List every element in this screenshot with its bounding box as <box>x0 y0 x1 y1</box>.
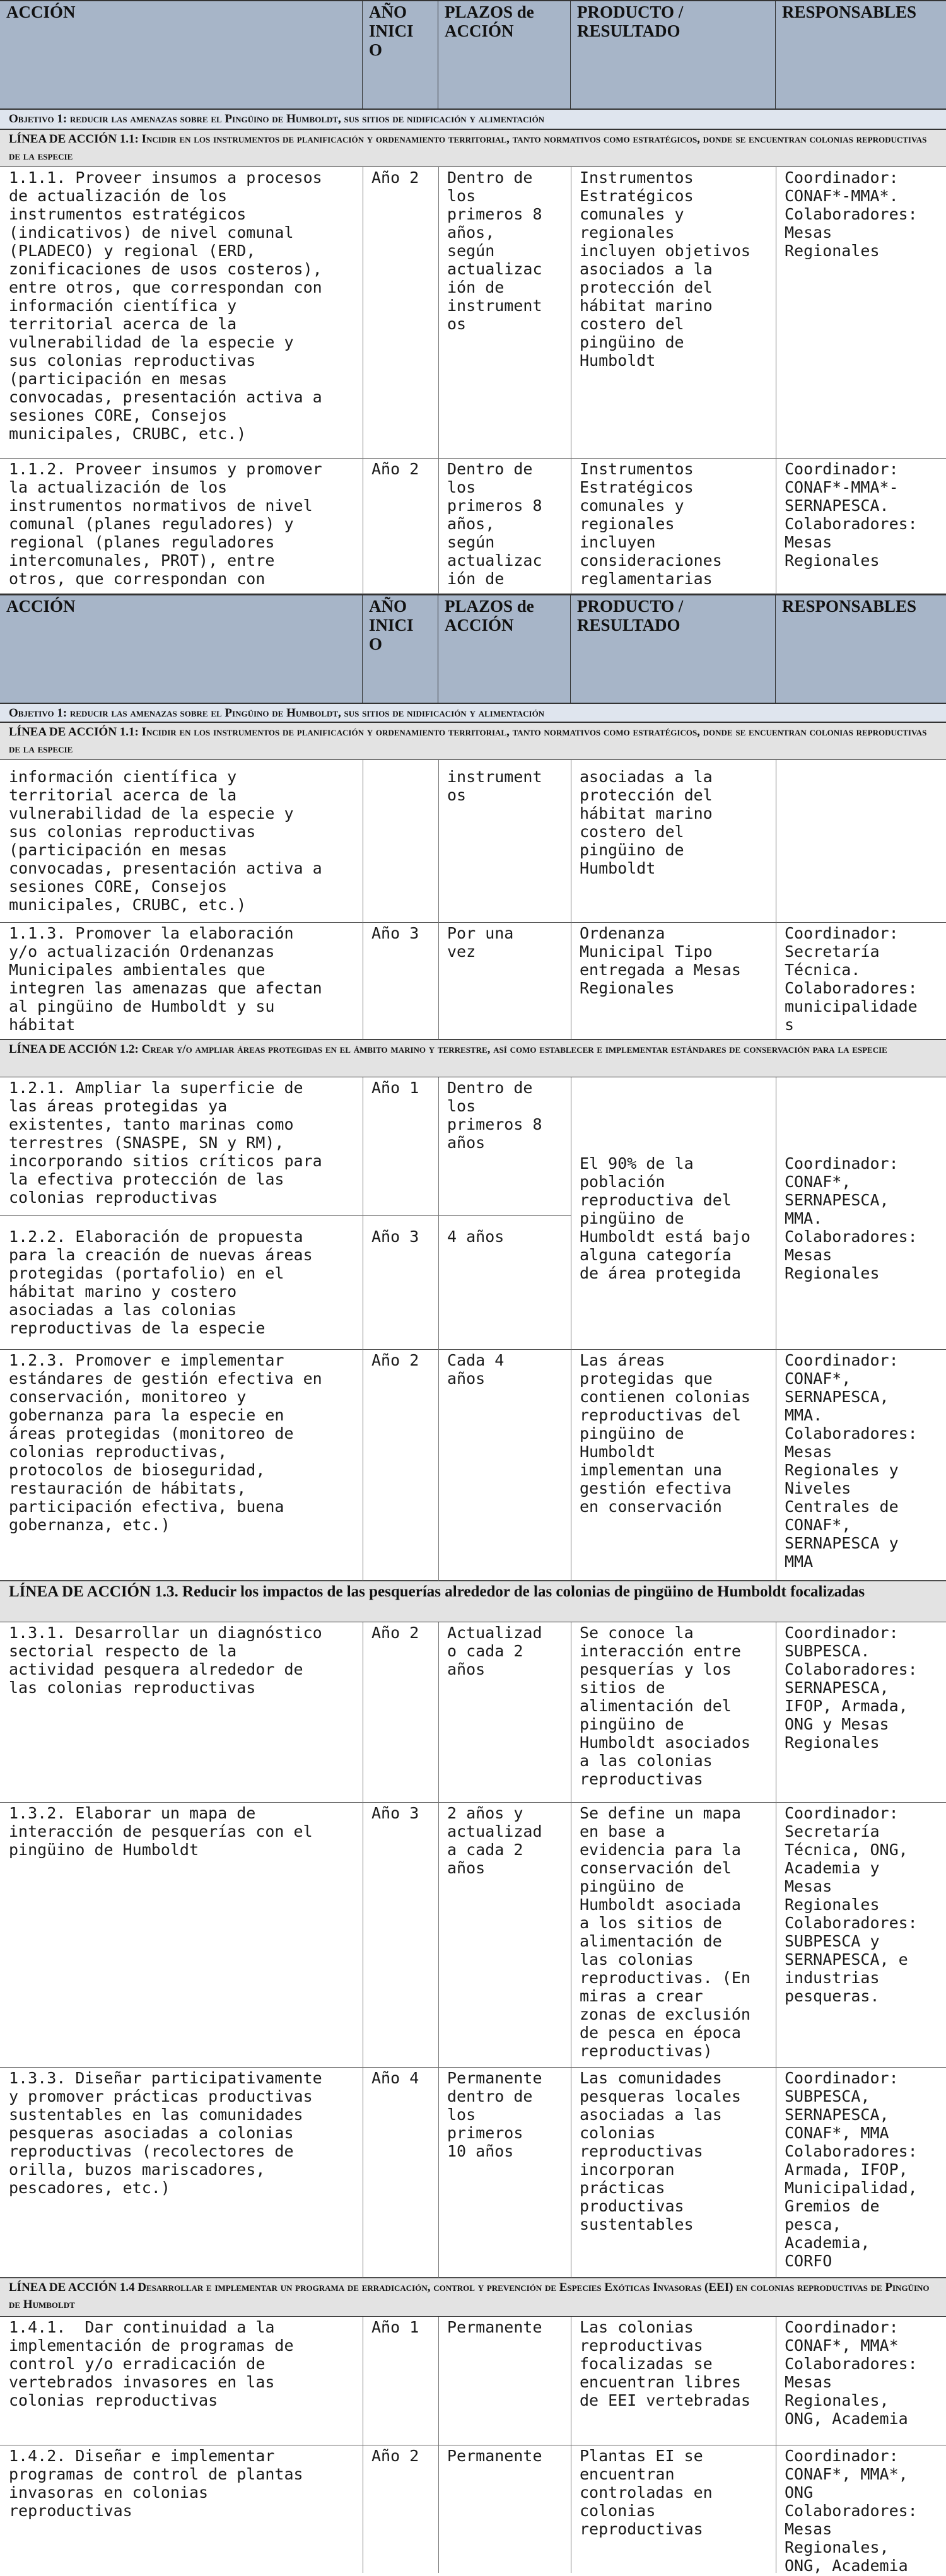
column-divider <box>438 2317 439 2573</box>
objective-1-repeat: Objetivo 1: reducir las amenazas sobre el Pingüino de Humboldt, sus sitios de nidificación y alimentación <box>0 703 946 722</box>
header-anio: AÑO INICI O <box>363 1 438 108</box>
responsables-cell: Coordinador: Secretaría Técnica, ONG, Academia y Mesas Regionales Colaboradores: SUBPESCA y SERNAPESCA, e industrias pesqueras. <box>785 1804 918 2005</box>
responsables-cell: Coordinador: CONAF*-MMA*- SERNAPESCA. Colaboradores: Mesas Regionales <box>785 460 918 570</box>
accion-cell: 1.4.2. Diseñar e implementar programas de control de plantas invasoras en colonias reproductivas <box>9 2447 303 2520</box>
anio-cell: Año 2 <box>371 2447 419 2465</box>
anio-cell: Año 3 <box>371 924 419 942</box>
table-row <box>0 1803 946 2068</box>
accion-cell: 1.2.1. Ampliar la superficie de las áreas protegidas ya existentes, tanto marinas como terrestres (SNASPE, SN y RM), incorporando sitios críticos para la efectiva protección de las colonias reproductivas <box>0 1077 363 1216</box>
anio-cell: Año 2 <box>371 1351 419 1369</box>
plazo-cell: Dentro de los primeros 8 años, según actualizac ión de instrument os <box>447 168 542 333</box>
producto-cell: Las comunidades pesqueras locales asociadas a las colonias reproductivas incorporan prácticas productivas sustentables <box>580 2069 741 2234</box>
column-divider <box>438 1622 439 2278</box>
table-header <box>0 0 946 110</box>
anio-cell: Año 3 <box>371 1804 419 1822</box>
anio-cell <box>363 760 438 763</box>
producto-cell: asociadas a la protección del hábitat marino costero del pingüino de Humboldt <box>580 768 713 877</box>
line-of-action-1-1: LÍNEA DE ACCIÓN 1.1: Incidir en los instrumentos de planificación y ordenamiento territorial, tanto normativos como estratégicos, donde se encuentran colonias reproductivas de la especie <box>0 129 946 167</box>
table-row <box>0 923 946 1039</box>
objective-1: Objetivo 1: reducir las amenazas sobre el Pingüino de Humboldt, sus sitios de nidificación y alimentación <box>0 109 946 129</box>
producto-cell: Se define un mapa en base a evidencia para la conservación del pingüino de Humboldt asociada a los sitios de alimentación de las colonias reproductivas. (En miras a crear zonas de exclusión de pesca en época reproductivas) <box>580 1804 750 2060</box>
header-plazos: PLAZOS de ACCIÓN <box>438 1 571 108</box>
plazo-cell: Cada 4 años <box>447 1351 505 1388</box>
column-divider <box>438 760 439 1039</box>
plazo-cell: 2 años y actualizad a cada 2 años <box>447 1804 542 1877</box>
table-row <box>0 167 946 459</box>
anio-cell: Año 3 <box>371 1227 419 1246</box>
producto-cell: Plantas EI se encuentran controladas en colonias reproductivas <box>580 2447 713 2538</box>
responsables-cell: Coordinador: CONAF*, SERNAPESCA, MMA. Colaboradores: Mesas Regionales <box>785 1154 918 1282</box>
line-of-action-1-2: LÍNEA DE ACCIÓN 1.2: Crear y/o ampliar áreas protegidas en el ámbito marino y terrestre, así como establecer e implementar estándares de conservación para la especie <box>0 1039 946 1077</box>
anio-cell: Año 2 <box>371 168 419 187</box>
column-divider <box>438 167 439 594</box>
accion-cell: 1.4.1. Dar continuidad a la implementación de programas de control y/o erradicación de vertebrados invasores en las colonias reproductivas <box>9 2318 294 2409</box>
anio-cell: Año 2 <box>371 1624 419 1642</box>
header-plazos: PLAZOS de ACCIÓN <box>438 595 571 703</box>
producto-cell: Las colonias reproductivas focalizadas se encuentran libres de EEI vertebradas <box>580 2318 750 2409</box>
line-of-action-1-1-repeat: LÍNEA DE ACCIÓN 1.1: Incidir en los instrumentos de planificación y ordenamiento territorial, tanto normativos como estratégicos, donde se encuentran colonias reproductivas de la especie <box>0 722 946 760</box>
accion-cell: 1.3.1. Desarrollar un diagnóstico sectorial respecto de la actividad pesquera alrededor de las colonias reproductivas <box>9 1624 322 1697</box>
table-row <box>0 760 946 923</box>
responsables-cell <box>776 760 946 763</box>
table-row-group <box>0 1077 946 1350</box>
table-header-repeat <box>0 594 946 704</box>
accion-cell: 1.3.2. Elaborar un mapa de interacción de pesquerías con el pingüino de Humboldt <box>9 1804 313 1859</box>
header-responsables: RESPONSABLES <box>782 3 917 21</box>
table-row <box>0 2317 946 2445</box>
accion-cell: 1.1.1. Proveer insumos a procesos de actualización de los instrumentos estratégicos (indicativos) de nivel comunal (PLADECO) y regional (ERD, zonificaciones de usos costeros), entre otros, que correspondan con información científica y territorial acerca de la vulnerabilidad de la especie y sus colonias reproductivas (participación en mesas convocadas, presentación activa a sesiones CORE, Consejos municipales, CRUBC, etc.) <box>9 168 322 443</box>
responsables-cell: Coordinador: CONAF*-MMA*. Colaboradores: Mesas Regionales <box>785 168 918 260</box>
anio-cell: Año 1 <box>363 1077 438 1216</box>
plazo-cell: Permanente dentro de los primeros 10 años <box>447 2069 542 2160</box>
responsables-cell: Coordinador: CONAF*, MMA* Colaboradores: Mesas Regionales, ONG, Academia <box>785 2318 918 2428</box>
responsables-cell: Coordinador: Secretaría Técnica. Colaboradores: municipalidade s <box>785 924 918 1034</box>
header-accion: ACCIÓN <box>0 595 363 703</box>
plazo-cell: instrument os <box>447 768 542 804</box>
accion-cell: 1.2.2. Elaboración de propuesta para la creación de nuevas áreas protegidas (portafolio) en el hábitat marino y costero asociadas a las colonias reproductivas de la especie <box>9 1227 313 1337</box>
responsables-cell: Coordinador: CONAF*, MMA*, ONG Colaboradores: Mesas Regionales, ONG, Academia <box>785 2447 918 2575</box>
table-row <box>0 2068 946 2278</box>
responsables-cell: Coordinador: SUBPESCA, SERNAPESCA, CONAF*, MMA Colaboradores: Armada, IFOP, Municipalidad, Gremios de pesca, Academia, CORFO <box>785 2069 918 2270</box>
column-divider <box>438 1077 439 1581</box>
anio-cell: Año 2 <box>371 460 419 478</box>
anio-cell: Año 4 <box>371 2069 419 2087</box>
table-row <box>0 2445 946 2573</box>
accion-cell: 1.2.3. Promover e implementar estándares de gestión efectiva en conservación, monitoreo y gobernanza para la especie en áreas protegidas (monitoreo de colonias reproductivas, protocolos de bioseguridad, restauración de hábitats, participación efectiva, buena gobernanza, etc.) <box>9 1351 322 1534</box>
producto-cell: Ordenanza Municipal Tipo entregada a Mesas Regionales <box>580 924 741 997</box>
header-producto: PRODUCTO / RESULTADO <box>571 595 776 703</box>
header-anio: AÑO INICI O <box>363 595 438 703</box>
header-accion: ACCIÓN <box>0 1 363 108</box>
accion-cell: 1.1.3. Promover la elaboración y/o actualización Ordenanzas Municipales ambientales que integren las amenazas que afectan al pingüino de Humboldt y su hábitat <box>9 924 322 1034</box>
responsables-cell: Coordinador: CONAF*, SERNAPESCA, MMA. Colaboradores: Mesas Regionales y Niveles Centrales de CONAF*, SERNAPESCA y MMA <box>785 1351 918 1571</box>
producto-cell: El 90% de la población reproductiva del pingüino de Humboldt está bajo alguna categoría de área protegida <box>580 1154 750 1282</box>
plazo-cell: Permanente <box>447 2447 542 2465</box>
anio-cell: Año 1 <box>371 2318 419 2336</box>
accion-cell: 1.1.2. Proveer insumos y promover la actualización de los instrumentos normativos de nivel comunal (planes reguladores) y regional (planes reguladores intercomunales, PROT), entre otros, que correspondan con <box>9 460 322 588</box>
line-of-action-1-3: LÍNEA DE ACCIÓN 1.3. Reducir los impactos de las pesquerías alrededor de las colonias de pingüino de Humboldt focalizadas <box>0 1581 946 1622</box>
producto-cell: Se conoce la interacción entre pesquerías y los sitios de alimentación del pingüino de Humboldt asociados a las colonias reproductivas <box>580 1624 750 1788</box>
plazo-cell: Dentro de los primeros 8 años <box>438 1077 571 1216</box>
accion-cell: 1.3.3. Diseñar participativamente y promover prácticas productivas sustentables en las comunidades pesqueras asociadas a colonias reproductivas (recolectores de orilla, buzos mariscadores, pescadores, etc.) <box>9 2069 322 2197</box>
line-of-action-1-4: LÍNEA DE ACCIÓN 1.4 Desarrollar e implementar un programa de erradicación, control y prevención de Especies Exóticas Invasoras (EEI) en colonias reproductivas de Pingüino de Humboldt <box>0 2278 946 2317</box>
producto-cell: Instrumentos Estratégicos comunales y regionales incluyen consideraciones reglamentarias <box>580 460 722 588</box>
table-row <box>0 1350 946 1581</box>
table-row <box>0 1622 946 1803</box>
producto-cell: Instrumentos Estratégicos comunales y regionales incluyen objetivos asociados a la protección del hábitat marino costero del pingüino de Humboldt <box>580 168 750 370</box>
header-responsables: RESPONSABLES <box>782 597 917 616</box>
table-row <box>0 459 946 594</box>
header-producto: PRODUCTO / RESULTADO <box>571 1 776 108</box>
plazo-cell: Por una vez <box>447 924 514 961</box>
plazo-cell: Dentro de los primeros 8 años, según actualizac ión de <box>447 460 542 588</box>
plazo-cell: Permanente <box>447 2318 542 2336</box>
plazo-cell: Actualizad o cada 2 años <box>447 1624 542 1678</box>
responsables-cell: Coordinador: SUBPESCA. Colaboradores: SERNAPESCA, IFOP, Armada, ONG y Mesas Regionales <box>785 1624 918 1752</box>
plazo-cell: 4 años <box>447 1227 505 1246</box>
accion-cell: información científica y territorial acerca de la vulnerabilidad de la especie y sus colonias reproductivas (participación en mesas convocadas, presentación activa a sesiones CORE, Consejos municipales, CRUBC, etc.) <box>9 768 322 914</box>
producto-cell: Las áreas protegidas que contienen colonias reproductivas del pingüino de Humboldt implementan una gestión efectiva en conservación <box>580 1351 750 1516</box>
